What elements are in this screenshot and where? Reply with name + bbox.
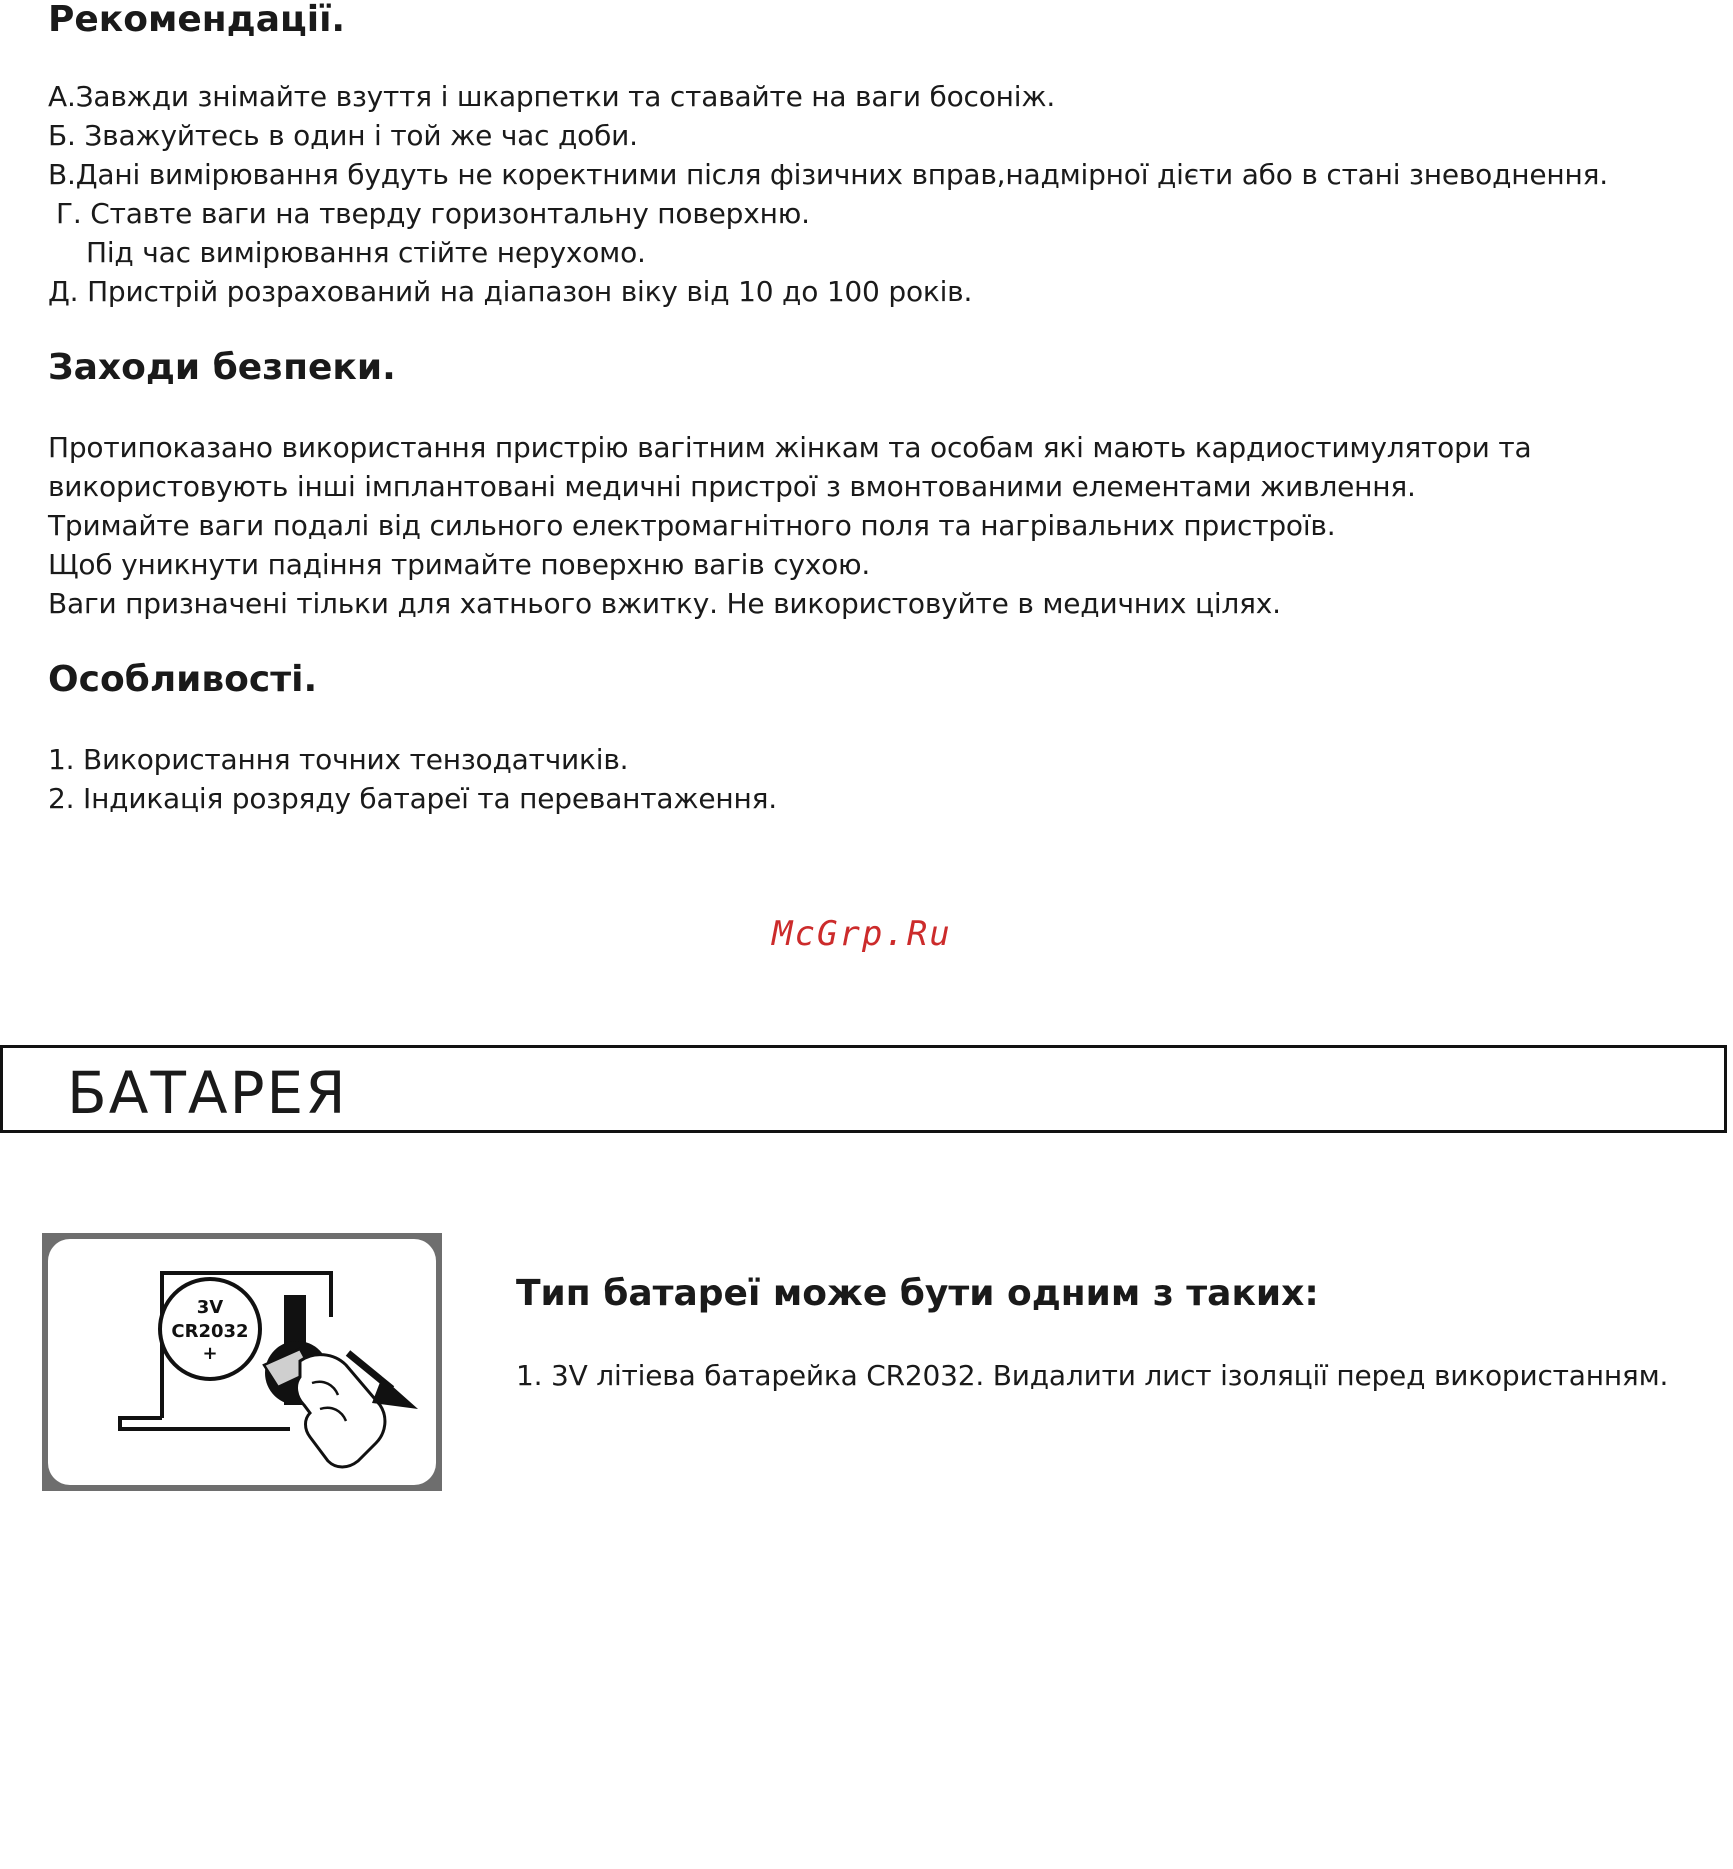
battery-type-title: Тип батареї може бути одним з таких: — [516, 1273, 1319, 1314]
recommendations-title: Рекомендації. — [48, 0, 346, 40]
safety-line: Ваги призначені тільки для хатнього вжитку. Не використовуйте в медичних цілях. — [48, 587, 1281, 620]
recommendation-d-continued: Під час вимірювання стійте нерухомо. — [86, 236, 646, 269]
feature-item: 1. Використання точних тензодатчиків. — [48, 743, 629, 776]
battery-banner-title: БАТАРЕЯ — [67, 1059, 348, 1127]
safety-line: Тримайте ваги подалі від сильного електромагнітного поля та нагрівальних пристроїв. — [48, 509, 1336, 542]
watermark: McGrp.Ru — [772, 914, 952, 954]
battery-illustration — [42, 1233, 442, 1491]
safety-line: Протипоказано використання пристрію вагітним жінкам та особам які мають кардиостимулятори та — [48, 431, 1532, 464]
battery-polarity-label: + — [202, 1343, 218, 1364]
battery-model-label: CR2032 — [171, 1321, 249, 1342]
safety-title: Заходи безпеки. — [48, 347, 396, 388]
recommendation-e: Д. Пристрій розрахований на діапазон віку від 10 до 100 років. — [48, 275, 973, 308]
safety-line: використовують інші імплантовані медичні пристрої з вмонтованими елементами живлення. — [48, 470, 1416, 503]
features-title: Особливості. — [48, 659, 318, 700]
safety-line: Щоб уникнути падіння тримайте поверхню вагів сухою. — [48, 548, 871, 581]
recommendation-c: В.Дані вимірювання будуть не коректними після фізичних вправ,надмірної дієти або в стані зневоднення. — [48, 158, 1608, 191]
recommendation-b: Б. Зважуйтесь в один і той же час доби. — [48, 119, 638, 152]
recommendation-a: А.Завжди знімайте взуття і шкарпетки та ставайте на ваги босоніж. — [48, 80, 1056, 113]
battery-type-item: 1. 3V літіева батарейка CR2032. Видалити лист ізоляції перед використанням. — [516, 1359, 1669, 1392]
battery-banner — [0, 1045, 1727, 1133]
recommendation-d: Г. Ставте ваги на тверду горизонтальну поверхню. — [56, 197, 810, 230]
battery-voltage-label: 3V — [196, 1297, 224, 1318]
battery-diagram-icon — [42, 1233, 442, 1491]
feature-item: 2. Індикація розряду батареї та перевантаження. — [48, 782, 777, 815]
